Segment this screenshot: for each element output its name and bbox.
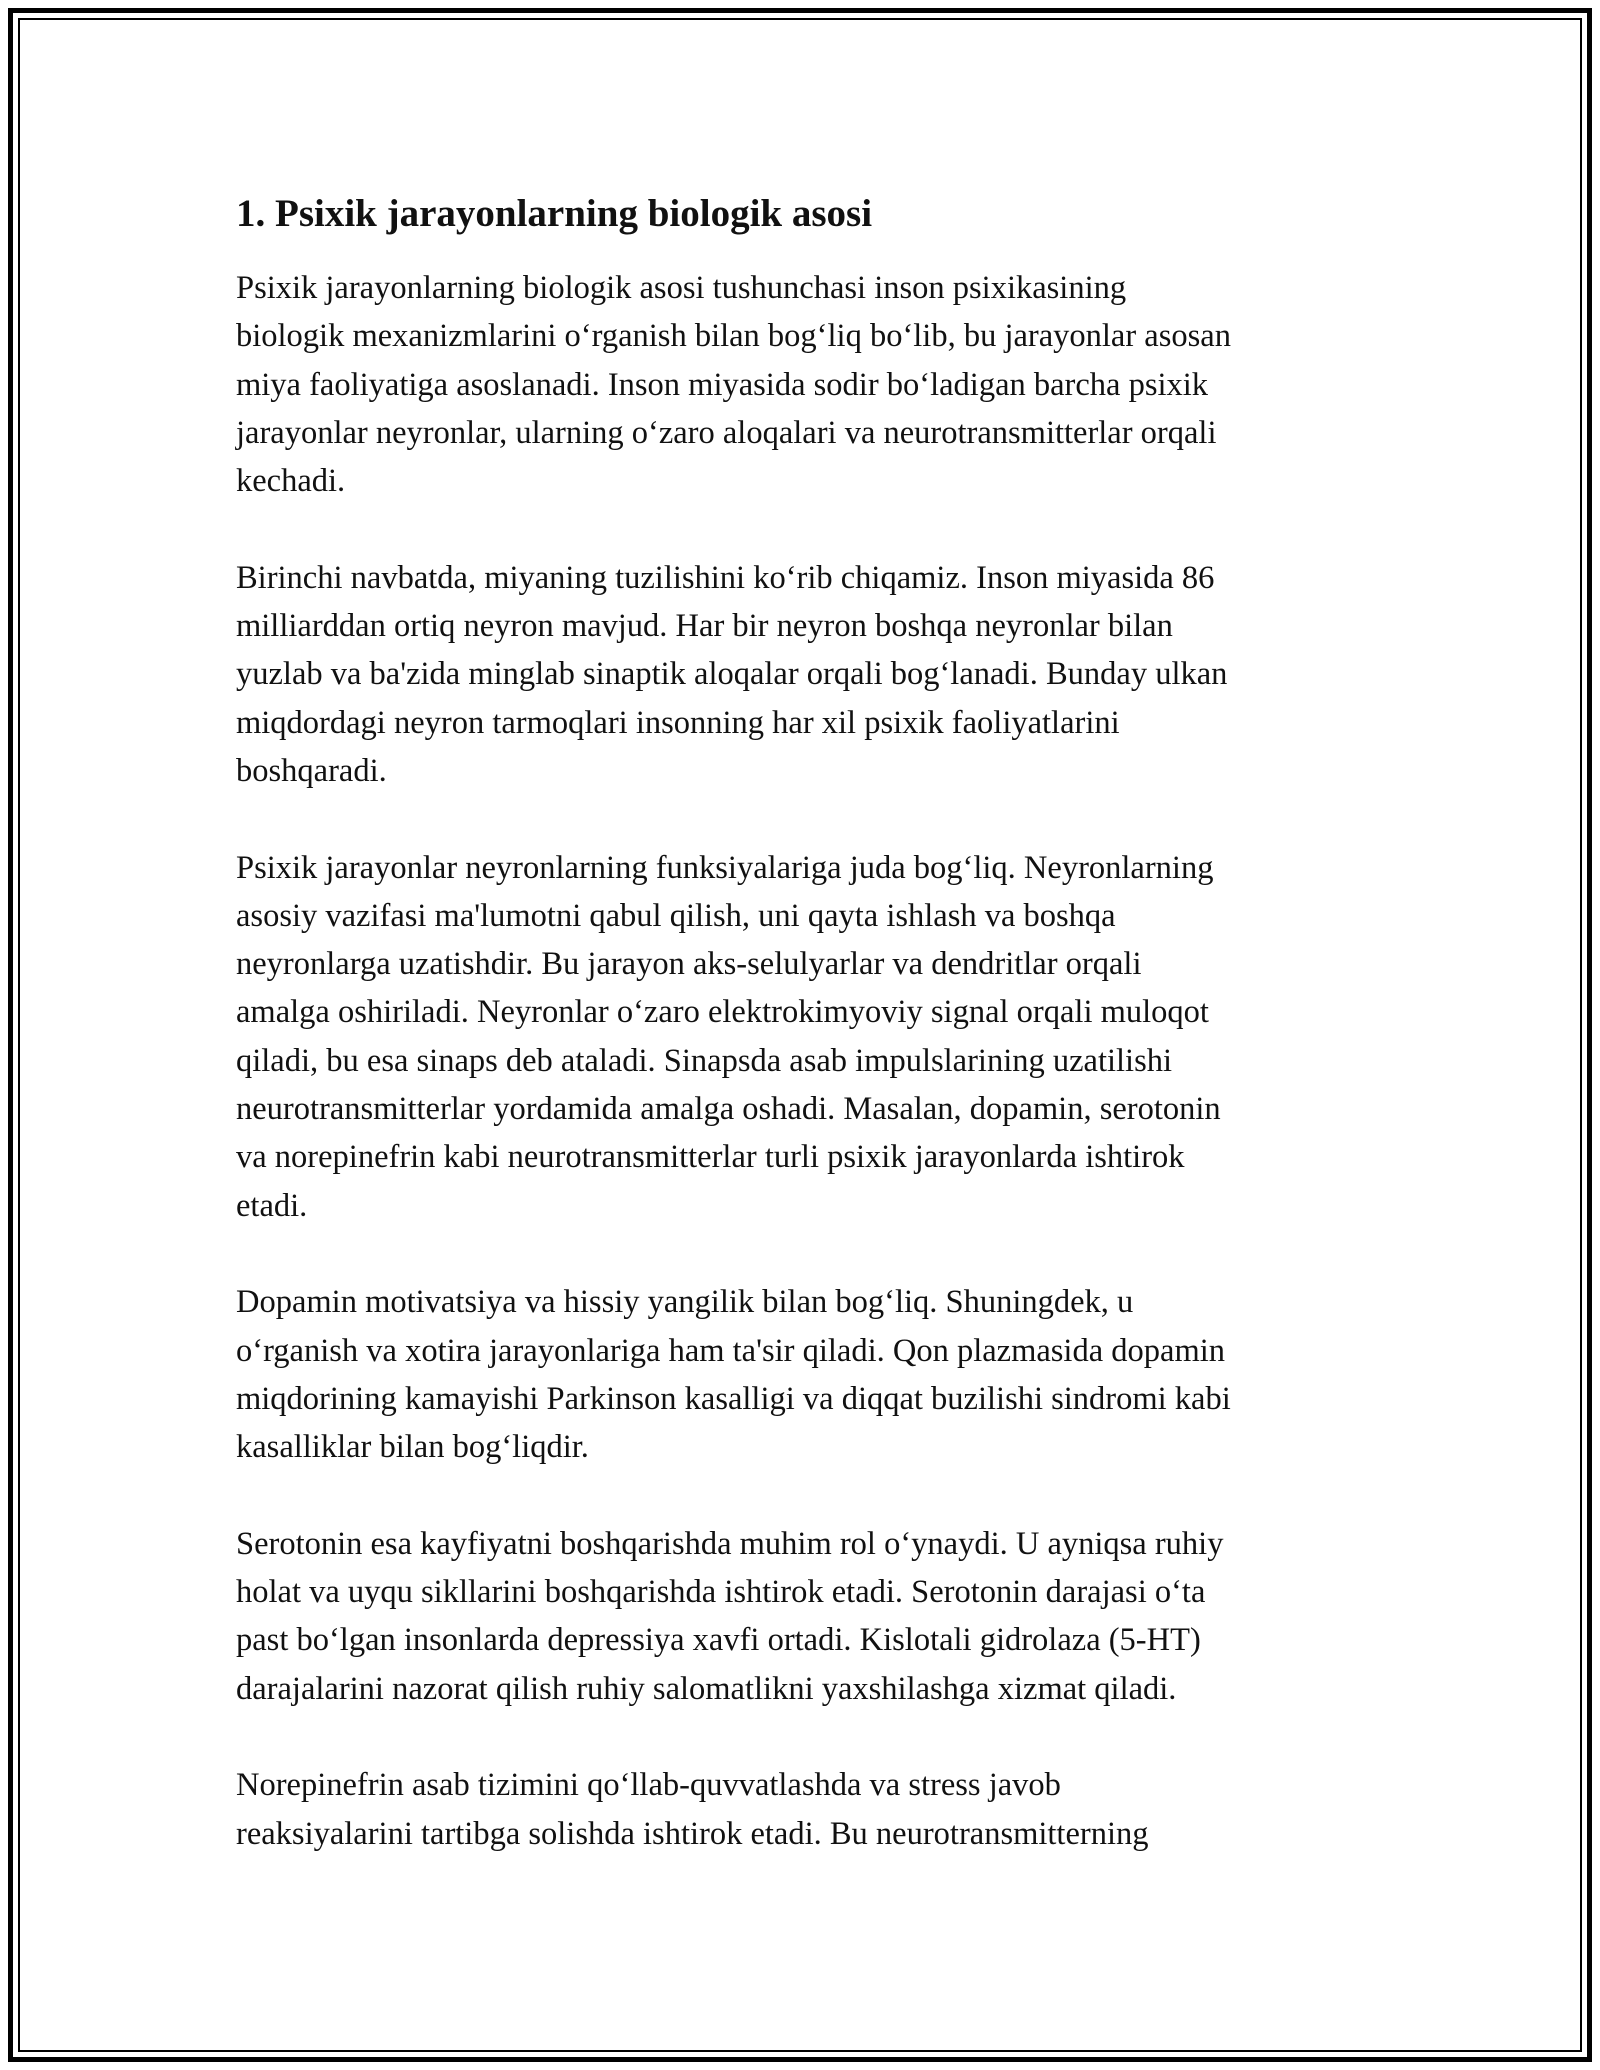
text-line: Psixik jarayonlarning biologik asosi tushunchasi inson psixikasining bbox=[236, 270, 1127, 306]
text-line: Birinchi navbatda, miyaning tuzilishini ko‘rib chiqamiz. Inson miyasida 86 bbox=[236, 559, 1215, 596]
paragraphs-container bbox=[236, 264, 1386, 1858]
paragraph-1 bbox=[236, 264, 1386, 505]
text-line: yuzlab va ba'zida minglab sinaptik aloqalar orqali bog‘lanadi. Bunday ulkan bbox=[236, 656, 1228, 693]
paragraph-6 bbox=[236, 1761, 1386, 1858]
text-line: milliarddan ortiq neyron mavjud. Har bir neyron boshqa neyronlar bilan bbox=[236, 608, 1173, 645]
text-line: miqdordagi neyron tarmoqlari insonning har xil psixik faoliyatlarini bbox=[236, 704, 1120, 741]
text-line: miya faoliyatiga asoslanadi. Inson miyasida sodir bo‘ladigan barcha psixik bbox=[236, 366, 1209, 403]
text-line: Norepinefrin asab tizimini qo‘llab-quvvatlashda va stress javob bbox=[236, 1767, 1061, 1804]
text-line: Dopamin motivatsiya va hissiy yangilik bilan bog‘liq. Shuningdek, u bbox=[236, 1284, 1134, 1321]
document-body bbox=[236, 188, 1386, 1906]
text-line: Serotonin esa kayfiyatni boshqarishda muhim rol o‘ynaydi. U ayniqsa ruhiy bbox=[236, 1525, 1224, 1562]
text-line: jarayonlar neyronlar, ularning o‘zaro aloqalari va neurotransmitterlar orqali bbox=[236, 414, 1217, 451]
text-line: reaksiyalarini tartibga solishda ishtirok etadi. Bu neurotransmitterning bbox=[236, 1815, 1149, 1852]
paragraph-4 bbox=[236, 1278, 1386, 1471]
text-line: boshqaradi. bbox=[236, 752, 387, 789]
text-line: qiladi, bu esa sinaps deb ataladi. Sinapsda asab impulslarining uzatilishi bbox=[236, 1042, 1172, 1079]
paragraph-3 bbox=[236, 844, 1386, 1230]
text-line: etadi. bbox=[236, 1187, 308, 1224]
text-line: o‘rganish va xotira jarayonlariga ham ta'sir qiladi. Qon plazmasida dopamin bbox=[236, 1332, 1225, 1369]
text-line: biologik mexanizmlarini o‘rganish bilan bog‘liq bo‘lib, bu jarayonlar asosan bbox=[236, 318, 1231, 355]
text-line: Psixik jarayonlar neyronlarning funksiyalariga juda bog‘liq. Neyronlarning bbox=[236, 849, 1214, 886]
section-heading: 1. Psixik jarayonlarning biologik asosi bbox=[236, 192, 873, 235]
text-line: neyronlarga uzatishdir. Bu jarayon aks-selulyarlar va dendritlar orqali bbox=[236, 946, 1142, 983]
text-line: holat va uyqu sikllarini boshqarishda ishtirok etadi. Serotonin darajasi o‘ta bbox=[236, 1574, 1206, 1611]
text-line: miqdorining kamayishi Parkinson kasalligi va diqqat buzilishi sindromi kabi bbox=[236, 1380, 1231, 1417]
text-line: asosiy vazifasi ma'lumotni qabul qilish, uni qayta ishlash va boshqa bbox=[236, 897, 1116, 934]
text-line: past bo‘lgan insonlarda depressiya xavfi ortadi. Kislotali gidrolaza (5-HT) bbox=[236, 1622, 1201, 1659]
text-line: darajalarini nazorat qilish ruhiy salomatlikni yaxshilashga xizmat qiladi. bbox=[236, 1670, 1177, 1707]
text-line: neurotransmitterlar yordamida amalga oshadi. Masalan, dopamin, serotonin bbox=[236, 1091, 1221, 1128]
text-line: amalga oshiriladi. Neyronlar o‘zaro elektrokimyoviy signal orqali muloqot bbox=[236, 994, 1209, 1031]
text-line: va norepinefrin kabi neurotransmitterlar turli psixik jarayonlarda ishtirok bbox=[236, 1139, 1185, 1176]
paragraph-5 bbox=[236, 1520, 1386, 1713]
text-line: kechadi. bbox=[236, 463, 346, 500]
paragraph-2 bbox=[236, 554, 1386, 795]
text-line: kasalliklar bilan bog‘liqdir. bbox=[236, 1429, 589, 1466]
